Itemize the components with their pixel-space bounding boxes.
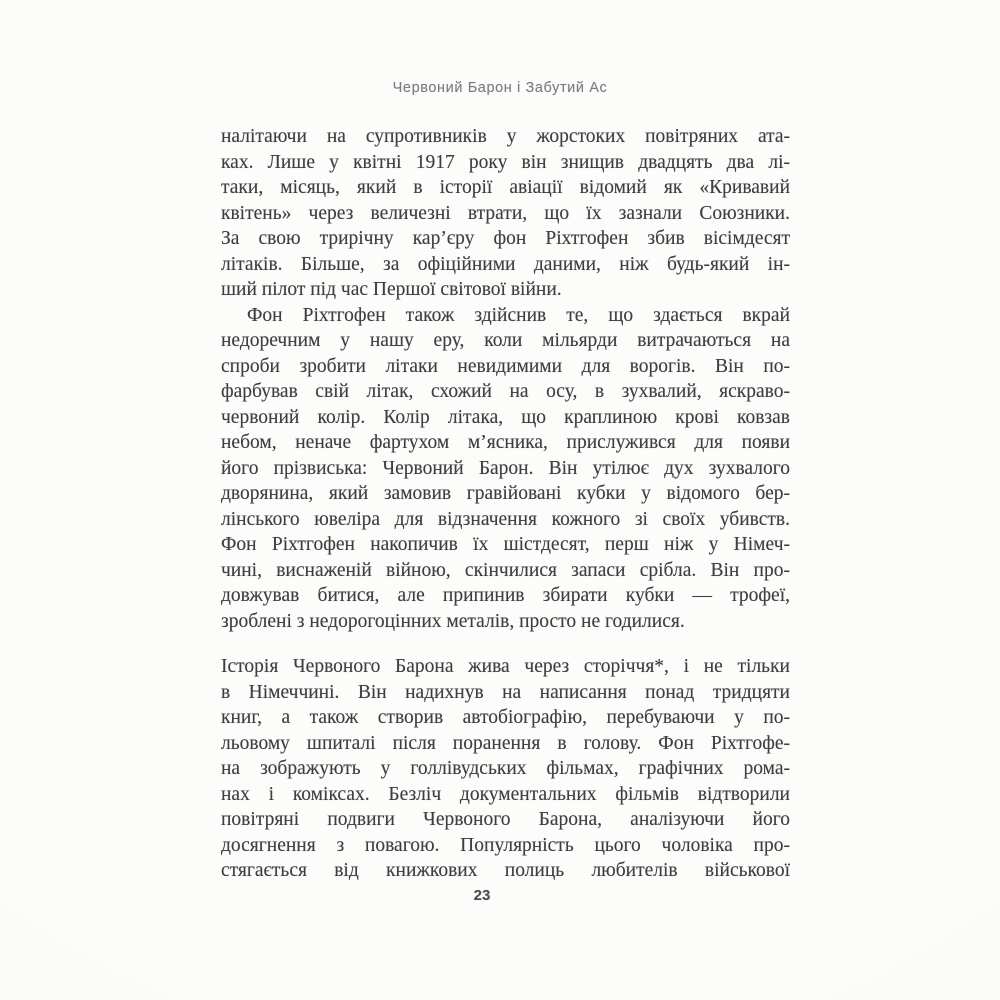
- text-line: За свою трирічну кар’єру фон Ріхтгофен збив вісімдесят: [221, 228, 790, 249]
- text-line: Фон Ріхтгофен накопичив їх шістдесят, перш ніж у Німеч-: [221, 534, 790, 555]
- paragraph-1: [221, 124, 790, 303]
- text-line: досягнення з повагою. Популярність цього чоловіка про-: [221, 834, 790, 856]
- page-number: 23: [473, 887, 491, 904]
- text-line: в Німеччині. Він надихнув на написання понад тридцяти: [221, 681, 790, 703]
- text-line: довжував битися, але припинив збирати кубки — трофеї,: [221, 585, 790, 606]
- paragraph-2: [221, 303, 790, 635]
- text-line: червоний колір. Колір літака, що краплиною крові ковзав: [221, 406, 790, 428]
- text-line: зроблені з недорогоцінних металів, просто не годилися.: [221, 610, 685, 632]
- text-line: на зображують у голлівудських фільмах, графічних рома-: [221, 758, 790, 779]
- text-line: книг, а також створив автобіографію, перебуваючи у по-: [221, 707, 790, 728]
- text-line: дворянина, який замовив гравійовані кубки у відомого бер-: [221, 483, 790, 504]
- text-line: спроби зробити літаки невидимими для ворогів. Він по-: [221, 355, 790, 377]
- text-line: Фон Ріхтгофен також здійснив те, що здається вкрай: [247, 304, 790, 326]
- text-line: квітень» через величезні втрати, що їх зазнали Союзники.: [221, 202, 790, 224]
- text-line: фарбував свій літак, схожий на осу, в зухвалий, яскраво-: [221, 381, 790, 402]
- text-line: небом, неначе фартухом м’ясника, прислужився для появи: [221, 432, 790, 453]
- paragraph-3: [221, 654, 790, 884]
- text-line: льовому шпиталі після поранення в голову. Фон Ріхтгофе-: [221, 732, 790, 754]
- text-line: налітаючи на супротивників у жорстоких повітряних ата-: [221, 126, 790, 147]
- text-line: чині, виснаженій війною, скінчилися запаси срібла. Він про-: [221, 559, 790, 581]
- text-line: літаків. Більше, за офіційними даними, ніж будь-який ін-: [221, 253, 790, 275]
- text-line: лінського ювеліра для відзначення кожного зі своїх убивств.: [221, 508, 790, 530]
- text-line: Історія Червоного Барона жива через сторіччя*, і не тільки: [221, 656, 790, 677]
- text-line: ший пілот під час Першої світової війни.: [221, 279, 562, 300]
- text-line: ках. Лише у квітні 1917 року він знищив двадцять два лі-: [221, 151, 790, 173]
- page-text: [221, 124, 790, 884]
- text-line: повітряні подвиги Червоного Барона, аналізуючи його: [221, 809, 790, 830]
- text-line: стягається від книжкових полиць любителів військової: [221, 860, 790, 881]
- text-line: нах і коміксах. Безліч документальних фільмів відтворили: [221, 783, 790, 805]
- running-header: Червоний Барон і Забутий Ас: [392, 80, 608, 96]
- text-line: його прізвиська: Червоний Барон. Він утілює дух зухвалого: [221, 457, 790, 479]
- text-line: недоречним у нашу еру, коли мільярди витрачаються на: [221, 330, 790, 351]
- text-line: таки, місяць, який в історії авіації відомий як «Кривавий: [221, 177, 790, 198]
